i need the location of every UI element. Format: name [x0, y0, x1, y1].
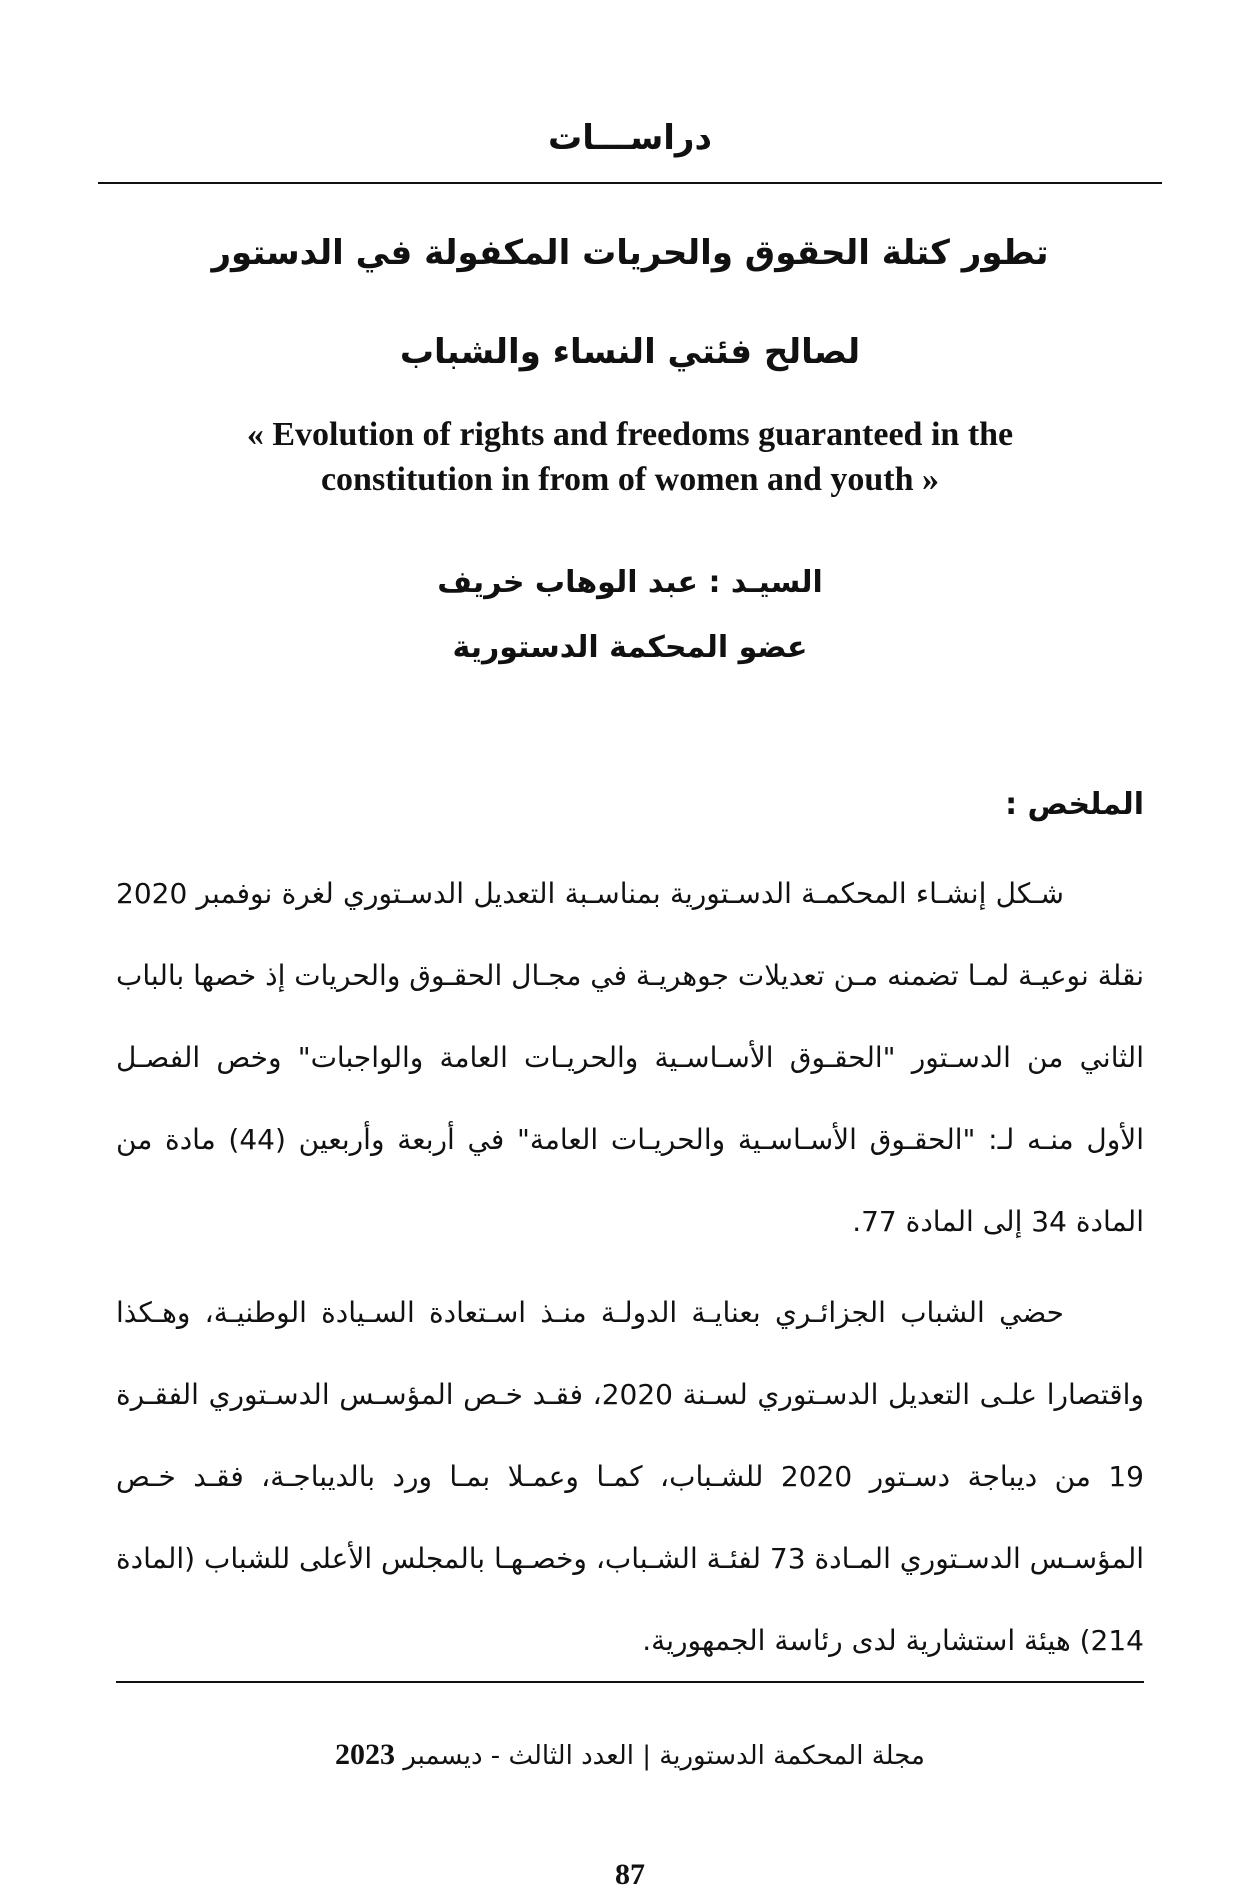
paragraph-2-text: حضي الشباب الجزائـري بعنايـة الدولـة منـذ اسـتعادة السـيادة الوطنيـة، وهـكذا واقتصارا علـى التعديل الدسـتوري لسـنة 2020، فقـد خـص المؤسـس الدسـتوري الفقـرة 19 من ديباجة دسـتور 2020 للشـباب، كمـا وعمـلا بمـا ورد بالديباجـة، فقـد خـص المؤسـس الدسـتوري المـادة 73 لفئـة الشـباب، وخصـهـا بالمجلس الأعلى للشباب (المادة 214) هيئة استشارية لدى رئاسة الجمهورية. — [116, 1296, 1145, 1657]
journal-year: 2023 — [335, 1738, 396, 1771]
author-name: السيـد : عبد الوهاب خريف — [437, 565, 823, 600]
english-title — [120, 412, 1140, 502]
summary-heading: الملخص : — [1005, 787, 1144, 822]
paragraph-1-text: شـكل إنشـاء المحكمـة الدسـتورية بمناسـبة التعديل الدسـتوري لغرة نوفمبر 2020 نقلة نوعيـة لمـا تضمنه مـن تعديلات جوهريـة في مجـال الحقـوق والحريات إذ خصها بالباب الثاني من الدسـتور "الحقـوق الأسـاسـية والحريـات العامة والواجبات" وخص الفصـل الأول منـه لـ: "الحقـوق الأسـاسـية والحريـات العامة" في أربعة وأربعين (44) مادة من المادة 34 إلى المادة 77. — [116, 877, 1144, 1238]
summary-paragraph-1 — [116, 853, 1144, 1263]
journal-name: مجلة المحكمة الدستورية | العدد الثالث - ديسمبر — [403, 1741, 925, 1771]
page-number: 87 — [615, 1858, 645, 1891]
arabic-title-line-2: لصالح فئتي النساء والشباب — [399, 332, 861, 372]
section-label: دراســـات — [548, 118, 712, 158]
arabic-title-line-1: تطور كتلة الحقوق والحريات المكفولة في الدستور — [211, 233, 1049, 273]
journal-footer — [0, 1738, 1260, 1772]
english-title-line-1: « Evolution of rights and freedoms guaranteed in the — [246, 416, 1014, 453]
english-title-line-2: constitution in from of women and youth » — [320, 461, 940, 498]
summary-paragraph-2 — [116, 1272, 1144, 1682]
header-divider — [98, 182, 1162, 184]
footer-divider — [116, 1681, 1144, 1683]
author-position: عضو المحكمة الدستورية — [452, 630, 808, 665]
